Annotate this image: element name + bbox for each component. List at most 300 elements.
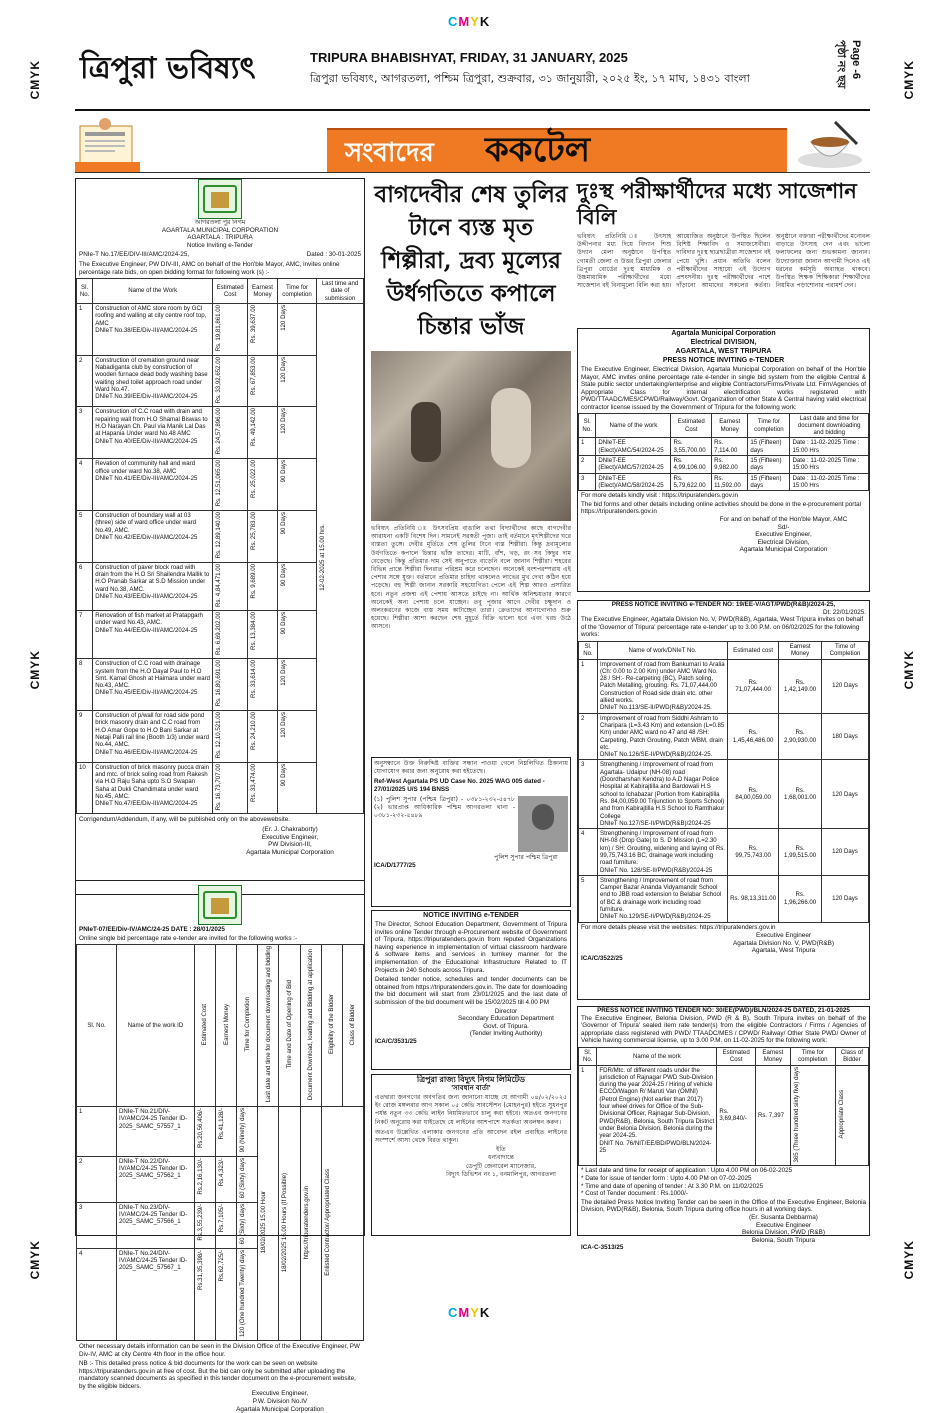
school-notice-body: The Director, School Education Department, Government of Tripura invites online Tender through e-Procurement website of Government of Tripura, https://tripuratenders.gov.in from reputed Organizations having experience in implementation of virtual classroom hardware & software items and services in turnkey manner for the implementation of the Educational Infrastructure Related to IT Projects in 240 Schools across Tripura.	[375, 921, 567, 974]
amc-div4-notice	[75, 880, 365, 1413]
work-name-cell	[93, 711, 213, 763]
pwdb-header-label: Estimated Cost	[722, 1048, 750, 1064]
school-ica: ICA/C/3531/25	[375, 1037, 417, 1045]
work-description: Construction of brick masonry pucca drain and mtc. of brick soling road from Rakesh via H.O Raju Saha upto S.O Swapan Saha at Dukli Chandimata under ward No.45, AMC.	[95, 763, 209, 800]
pwdb-header-label: Time for completion	[798, 1048, 828, 1064]
time-cell	[277, 659, 316, 711]
time-value: 365 (Three hundred sixty five) days	[792, 1066, 800, 1163]
completion-time: 120 Days	[279, 660, 287, 687]
common-lastdate-cell	[258, 1107, 279, 1341]
time-cell	[277, 459, 316, 511]
police-ica: ICA/D/1777/25	[374, 861, 416, 869]
power-warning-notice	[371, 1074, 571, 1236]
amc2-note-1: Other necessary details information can be seen in the Division Office of the Executive Engineer, PW Div-IV, AMC at city Centre 4th floor in the office hour.	[79, 1342, 360, 1358]
work-name-cell	[93, 659, 213, 711]
table-row	[77, 1107, 364, 1157]
work-description: Construction of cremation ground near Nabadiganta club by construction of wooden furnace dead body washing base waiting shed toilet approach road under Ward No.47.	[95, 356, 208, 393]
work-name-cell	[93, 459, 213, 511]
amc-tender-table	[76, 278, 364, 814]
amc-header-label: Time for completion	[282, 283, 312, 299]
elec-header-label: Last date and time for document downloading and bidding	[797, 414, 861, 437]
elec-header	[790, 413, 869, 438]
earnest-money-cell	[248, 459, 278, 511]
work-description: Construction of paver block road with drain from the H.O Sri Shailendra Mallik to H.O Pranab Sarkar at S.D Mission under ward No.38, AMC.	[95, 563, 210, 593]
earnest-money: Rs. 24,210.00	[250, 712, 258, 750]
earnest-money-cell	[248, 510, 278, 562]
dniet-ref: DNIeT No.38/EE/Div-III/AMC/2024-25	[95, 326, 198, 334]
amc2-header-label: Sl. No.	[87, 1021, 106, 1029]
sl-no-cell: 8	[77, 659, 93, 711]
pwdb-header-label: Name of the work	[632, 1052, 681, 1060]
amc-logo-2	[198, 885, 242, 925]
work-description: Construction of boundary wall at 03 (three) side of ward office under ward No.49, AMC.	[95, 511, 197, 534]
work-name-cell	[93, 762, 213, 814]
pwd-div5-notice	[577, 600, 870, 1000]
sl-no-cell: 5	[77, 510, 93, 562]
dniet-ref: DNIeT No.126/SE-II/PWD(R&B)/2024-25.	[600, 751, 713, 759]
common-site-cell	[300, 1107, 321, 1341]
dniet-ref: DNIeT No.41/EE/Div-III/AMC/2024-25	[95, 474, 198, 482]
amc2-header-label: Time for Completion	[243, 997, 251, 1052]
amc-notice-title: Notice Inviting e-Tender	[186, 241, 254, 249]
last-date: 12-02-2025 at 15.00 hrs.	[319, 524, 327, 591]
completion-time: 120 Days	[279, 408, 287, 435]
work-cell	[598, 760, 728, 829]
elec-header	[712, 413, 748, 438]
time-cell	[237, 1202, 258, 1248]
time-cell: 15 (Fifteen) days	[748, 438, 790, 456]
pwdb-ref: PRESS NOTICE INVITING TENDER NO: 30/EE(PWD)/BLN/2024-25 DATED, 21-01-2025	[597, 1007, 850, 1014]
earnest-money-cell	[248, 610, 278, 658]
amc2-header	[195, 945, 216, 1107]
amc-header	[317, 279, 364, 304]
cost-cell: Rs. 1,45,46,486.00	[728, 713, 779, 760]
amc2-header-label: Last date and time for document downloading and bidding	[264, 946, 272, 1103]
elec-header-label: Name of the work	[609, 421, 658, 429]
pwdb-header	[835, 1047, 868, 1065]
banner-word-2: ককটেল	[485, 130, 591, 170]
work-id-cell: DNIe-T No.21/DIV-IV/AMC/24-25 Tender ID-2025_SAMC_57557_1	[117, 1107, 195, 1157]
estimated-cost-cell	[213, 407, 248, 459]
pwdb-note: * Last date and time for receipt of application : Upto 4.00 PM on 06-02-2025	[581, 1167, 793, 1175]
table-row	[77, 304, 364, 356]
elec-signature: For and on behalf of the Hon'ble Mayor, AMC Sd/- Executive Engineer, Electrical Division, Agartala Municipal Corporation	[719, 516, 848, 554]
pwd5-date: Dt: 22/01/2025.	[822, 608, 866, 616]
dniet-ref: DNIeT No. 128/SE-II/PWD(R&B)/2024-25	[600, 866, 713, 874]
estimated-cost: Rs. 12,10,521.00	[215, 712, 223, 759]
completion-time: 90 Days	[279, 563, 287, 586]
school-notice-body-2: Detailed tender notice, schedules and tender documents can be obtained from https://tripuratenders.gov.in. The date for downloading the bid document will start from 23/01/2025 and the last date of submission of the bid document will be 15/02/2025 till 4.00 PM	[375, 976, 567, 1006]
masthead-rule	[75, 109, 870, 111]
em-value: Rs.4,323/-	[218, 1157, 226, 1186]
earnest-money-cell	[248, 407, 278, 459]
pwd5-header	[821, 641, 868, 659]
pwd5-header-label: Time of Completion	[829, 642, 861, 658]
work-name-cell	[93, 610, 213, 658]
completion-time: 90 Days	[279, 460, 287, 483]
school-notice-signature: Director Secondary Education Department Govt. of Tripura. (Tender Inviting Authority)	[458, 1007, 554, 1038]
amc2-header	[237, 945, 258, 1107]
em-cell: Rs. 7,397	[755, 1065, 790, 1166]
cost-value: Rs.3,55,239/-	[197, 1203, 205, 1241]
police-notice	[371, 757, 571, 907]
sl-no-cell: 6	[77, 562, 93, 610]
em-cell	[216, 1248, 237, 1340]
amc-tender-notice	[75, 178, 365, 895]
cost-value: Rs.20,56,406/-	[197, 1108, 205, 1148]
earnest-money: Rs. 49,142.00	[250, 408, 258, 447]
estimated-cost-cell	[213, 510, 248, 562]
class-cell	[835, 1065, 868, 1166]
sl-no-cell: 3	[77, 407, 93, 459]
dniet-ref: DNIeT No.42/EE/Div-III/AMC/2024-25	[95, 533, 198, 541]
estimated-cost: Rs. 6,69,202.00	[215, 611, 223, 655]
pwd5-header	[579, 641, 598, 659]
elec-header	[596, 413, 671, 438]
pwdb-intro: The Executive Engineer, Belonia Division, PWD (R & B), South Tripura invites on behalf of the 'Governor of Tripura' sealed item rate tender(s) from the eligible Contractors / Firms / Agencies of appropriate class registered with PWD/ TTAADC/MES / CPWD/ Railway/ Other State PWD/ Owner of Vehicle having commercial license, up to 3.00 P.M. on 11-02-2025 for the following work:	[581, 1014, 866, 1045]
work-description: Revation of community hall and ward office under ward No.38, AMC	[95, 460, 196, 475]
pwd5-header-label: Earnest Money	[789, 642, 811, 658]
earnest-money: Rs. 33,614.00	[250, 660, 258, 699]
dniet-ref: DNIeT No.45/EE/Div-III/AMC/2024-25	[95, 689, 198, 697]
last-date-cell	[317, 304, 364, 814]
section-banner	[75, 118, 870, 170]
pwd5-header-label: Sl. No.	[583, 642, 593, 658]
amc2-header-label: Eligibility of the Bidder	[328, 994, 336, 1055]
work-description: Strengthening / Improvement of road from Agartala- Udaipur (NH-08) road (Doordharshan Kendra) to A.D Nagar Police Hospital at Kabirajtilla and Bardowali H.S school to Ichabazar (Portion from Kabirajtilla Rs. 84,00,059.00 Trijunction to Sports School) and from Kabirajtilla H.S School to Ramthakur College	[600, 761, 725, 820]
amc-signature: (Er. J. Chakraborty) Executive Engineer, PW Division-III, Agartala Municipal Corporation	[246, 826, 334, 856]
class-value: Appropriate Class	[837, 1090, 845, 1139]
work-description: Strengthening / Improvement of road from NH-08 (Drop Gate) to S. D Mission (L=2.30 km) / SH: Grouting, widening and laying of Rs. 99,75,743.16 BC, drainage work including road furniture.	[600, 830, 725, 867]
em-cell	[216, 1107, 237, 1157]
work-name-cell	[93, 355, 213, 407]
cost-cell: Rs. 5,79,622.00	[671, 473, 712, 491]
work-cell	[597, 1065, 717, 1166]
amc-header-label: Sl. No.	[79, 283, 90, 299]
artist-story	[371, 178, 571, 748]
estimated-cost: Rs. 12,89,140.00	[215, 511, 223, 559]
cmyk-right-mark-top: CMYK	[902, 60, 916, 100]
amc-header	[77, 279, 93, 304]
cost-cell: Rs. 3,55,700.00	[671, 438, 712, 456]
suggestion-story-headline: দুঃস্থ পরীক্ষার্থীদের মধ্যে সাজেশান বিলি	[577, 178, 857, 229]
power-notice-subtitle: 'সাবধান বার্তা'	[451, 1085, 491, 1092]
estimated-cost: Rs. 33,92,652.00	[215, 356, 223, 404]
amc-header-label: Last time and date of submission	[321, 280, 359, 302]
cmyk-left-mark-top: CMYK	[28, 60, 42, 100]
time-cell	[277, 304, 316, 356]
cost-cell: Rs. 99,75,743.00	[728, 829, 779, 876]
table-row	[579, 473, 869, 491]
pwdb-header-label: Sl. No.	[582, 1048, 593, 1064]
suggestion-story-body: ভবিষ্যৎ প্রতিনিধি ঃ উৎসাহ উদ্দীপনার মধ্য দিয়ে বিদ্যান শিশু উদ্যান মেলা অনুষ্ঠানে উপস্থিত গোমতী জেলা ও উত্তর ত্রিপুরা জেলার ত্রিপুরা বোর্ডের দুঃস্থ মাধ্যমিক ও উচ্চমাধ্যমিক পরীক্ষার্থীদের মধ্যে সাজেশান বই বিনামূল্যে বিলি করা হয়। আয়োজিত অনুষ্ঠানে উপস্থিত ছিলেন বিশিষ্ট শিক্ষাবিদ ও সমাজসেবীরা। দাবিদার দুঃস্থ ছাত্রছাত্রীরা সাজেশান বই পেয়ে খুশি। প্রধান অতিথি বলেন পরীক্ষার্থীদের সাহায্যে এই উদ্যোগ প্রশংসনীয়। দুঃস্থ পরীক্ষার্থীদের পাশে দাঁড়ানো আমাদের সকলের কর্তব্য। অনুষ্ঠানে বক্তারা পরীক্ষার্থীদের মনোবল বাড়াতে উৎসাহ দেন এবং ভালো ফলাফলের জন্য শুভকামনা জানান। উদ্যোক্তারা জানান আগামী দিনেও এই ধরনের কর্মসূচি অব্যাহত থাকবে। উপস্থিত শিক্ষক শিক্ষিকারা শিক্ষার্থীদের নিয়মিত পড়াশোনার পরামর্শ দেন।	[577, 233, 870, 290]
dateline-bengali: ত্রিপুরা ভবিষ্যৎ, আগরতলা, পশ্চিম ত্রিপুরা, শুক্রবার, ৩১ জানুয়ারী, ২০২৫ ইং, ১৭ মাঘ, ১৪৩১ বাংলা	[310, 72, 750, 85]
work-name-cell	[93, 510, 213, 562]
pwdb-header	[579, 1047, 597, 1065]
em-cell	[216, 1202, 237, 1248]
time-cell: 15 (Fifteen) days	[748, 473, 790, 491]
amc2-tender-table	[76, 944, 364, 1341]
time-cell	[277, 711, 316, 763]
suggestion-story	[577, 178, 870, 328]
amc-logo-text: আগরতলা পুর নিগম	[194, 219, 246, 226]
cost-cell: Rs. 71,07,444.00	[728, 659, 779, 713]
dniet-ref: DNIeT No.127/SE-II/PWD(R&B)/2024-25	[600, 819, 711, 827]
power-notice-body-2: অতএব উল্লেখিত এলাকার জনগণের প্রতি আবেদন রইল প্রবাহিত লাইনের সংস্পর্শে আসা থেকে বিরত থাকুন।	[375, 1128, 567, 1145]
work-description: Improvement of road from Bankumari to Aralia (Ch: 0.00 to 2.00 Km) under AMC Ward No. 28 / SH:- Re-carpeting (BC), Patch soling, Patch Metalling, grouting. Rs. 71,07,444.00 Construction of Road side drain etc. other allied works.	[600, 660, 725, 705]
cmyk-left-mark-bottom: CMYK	[28, 1240, 42, 1280]
sl-no-cell: 2	[77, 355, 93, 407]
masthead	[60, 38, 830, 108]
earnest-money-cell	[248, 762, 278, 814]
work-name-cell	[93, 304, 213, 356]
idol-workshop-photo	[371, 351, 571, 521]
amc2-header-label: Time and Date of Opening of Bid	[285, 980, 293, 1069]
pwd5-header-label: Estimated cost	[733, 646, 774, 654]
last-cell: Date : 11-02-2025 Time : 15:00 Hrs	[790, 473, 869, 491]
earnest-money-cell	[248, 355, 278, 407]
police-notice-ref: Ref-West Agartala PS UD Case No. 2025 WAG 005 dated - 27/01/2025 U/S 194 BNSS	[374, 778, 545, 793]
table-row	[579, 829, 869, 876]
school-tender-notice	[371, 910, 571, 1070]
em-value: Rs.41,128/-	[218, 1108, 226, 1140]
time-cell	[277, 355, 316, 407]
estimated-cost-cell	[213, 711, 248, 763]
power-notice-signature: ইতি ধন্যবাদান্তে ডেপুটি জেনারেল ম্যানেজার, বিদ্যুৎ ডিভিশন নং ১, বনমালিপুর, আগরতলা	[446, 1146, 556, 1178]
earnest-money: Rs. 33,474.00	[250, 763, 258, 802]
table-row	[579, 760, 869, 829]
estimated-cost: Rs. 16,80,691.00	[215, 660, 223, 707]
pwdb-ica: ICA-C-3513/25	[581, 1244, 624, 1252]
sl-cell: 3	[579, 473, 596, 491]
estimated-cost: Rs. 12,51,065.00	[215, 460, 223, 507]
dnit-ref: DNIT No. 76/NIT/EE/BD/PWD/BLN/2024-25	[599, 1139, 712, 1154]
em-value: Rs.7,105/-	[218, 1203, 226, 1232]
sl-cell: 3	[579, 760, 598, 829]
pwdb-signature: (Er. Susanta Debbarma) Executive Engineer Belonia Division, PWD (R&B) Belonia, South Tripura	[741, 1213, 826, 1244]
work-cell: DNIeT-EE (Elect)/AMC/54/2024-25	[596, 438, 671, 456]
time-cell	[277, 510, 316, 562]
pwd5-ica: ICA/C/3522/25	[581, 955, 623, 963]
amc2-header-label: Document Download, loading and Bidding at application	[306, 948, 314, 1100]
em-cell: Rs. 11,592.00	[712, 473, 748, 491]
sl-no-cell: 1	[77, 304, 93, 356]
amc2-header-label: Name of the work ID	[127, 1021, 184, 1029]
amc2-header	[279, 945, 300, 1107]
time-cell: 120 Days	[821, 875, 868, 922]
em-cell: Rs. 9,982.00	[712, 456, 748, 474]
elec-header	[671, 413, 712, 438]
pwdb-footer: The detailed Press Notice Inviting Tender can be seen in the Office of the Executive Engineer, Belonia Division, PWD(R&B), Belonia, South Tripura during office hours in all working days.	[581, 1198, 866, 1214]
pwd5-footer: For more details please visit the websites: https://tripuratenders.gov.in	[581, 923, 776, 931]
work-cell	[598, 829, 728, 876]
newspaper-title: ত্রিপুরা ভবিষ্যৎ	[80, 51, 256, 86]
estimated-cost: Rs. 24,57,896.00	[215, 408, 223, 455]
pwdb-note: * Time and date of opening of tender : At 3.30 P.M. on 11/02/2025	[581, 1182, 764, 1190]
work-description: FDR/Mtc. of different roads under the jurisdiction of Rajnagar PWD Sub-Division during the year 2024-25 / Hiring of vehicle ECCO/Wagon R/ Maruti Van (OMNI) (Petrol Engine) (Not earlier than 2017) four wheel drives for Office of the Sub-Divisional Officer, Rajnagar Sub-Division, PWD(R&B), Belonia, South Tripura District under Belonia Division, Belonia during the year 2024-25.	[599, 1066, 715, 1140]
time-value: 120 (One hundred Twenty) days	[239, 1249, 247, 1337]
work-description: Improvement of road from Siddhi Ashram to Charipara (L=3.43 Km) and extension (L=0.85 Km) under AMC ward no 47 and 48 /SH: Carpeting, Patch Grouting, Patch WBM, drain etc.	[600, 714, 725, 751]
cost-value: Rs.31,35,398/-	[197, 1249, 205, 1290]
amc2-intro: Online single bid percentage rate e-tender are invited for the following works :-	[79, 934, 298, 942]
pwd5-header	[598, 641, 728, 659]
earnest-money: Rs. 9,689.00	[250, 563, 258, 599]
dniet-ref: DNIeT No.43/EE/Div-III/AMC/2024-25	[95, 592, 198, 600]
work-description: Construction of C.C road with drainage system from the H.O Dayal Paul to H.O Smt. Kamal Ghosh at Haimara under ward No.43, AMC.	[95, 660, 211, 690]
pwdb-note: * Date for issue of tender form : Upto 4.00 PM on 07-02-2025	[581, 1174, 752, 1182]
cost-cell	[195, 1156, 216, 1202]
cmyk-left-mark-mid: CMYK	[28, 650, 42, 690]
dniet-ref: DNIeT No.129/SE-II/PWD(R&B)/2024-25	[600, 913, 711, 921]
time-cell: 120 Days	[821, 760, 868, 829]
em-cell: Rs. 2,90,930.00	[779, 713, 822, 760]
pwd5-header	[779, 641, 822, 659]
earnest-money: Rs. 13,384.00	[250, 611, 258, 650]
estimated-cost-cell	[213, 762, 248, 814]
estimated-cost: Rs. 16,73,707.00	[215, 763, 223, 811]
table-row	[579, 1065, 869, 1166]
work-id-cell: DNIe-T No.22/DIV-IV/AMC/24-25 Tender ID-2025_SAMC_57562_1	[117, 1156, 195, 1202]
earnest-money: Rs. 25,783.00	[250, 511, 258, 550]
em-cell: Rs. 7,114.00	[712, 438, 748, 456]
amc-intro: The Executive Engineer, PW DIV-III, AMC on behalf of the Hon'ble Mayor, AMC, invites online percentage rate bids, on open bidding format for following work (s) :-	[79, 260, 340, 276]
work-cell: DNIeT-EE (Elect)/AMC/58/2024-25	[596, 473, 671, 491]
elec-div: Electrical DIVISION,	[690, 339, 757, 346]
cost-cell	[195, 1202, 216, 1248]
police-notice-title: অনুসন্ধানে উক্ত নিরুদ্দিষ্ট ব্যক্তির সন্ধান পাওয়া গেলে নিম্নলিখিত ঠিকানায় যোগাযোগ করার জন্য অনুরোধ করা হইতেছে।	[374, 760, 568, 776]
pwd5-signature: Executive Engineer Agartala Division No. V, PWD(R&B) Agartala, West Tripura	[733, 932, 834, 955]
estimated-cost: Rs. 19,81,861.00	[215, 305, 223, 352]
time-cell	[237, 1248, 258, 1340]
sl-no-cell: 4	[77, 1248, 117, 1340]
dniet-ref: DNIeT No.39/EE/Div-III/AMC/2024-25	[95, 393, 198, 401]
time-cell: 120 Days	[821, 829, 868, 876]
common-class-cell	[321, 1107, 363, 1341]
table-row	[579, 875, 869, 922]
last-cell: Date : 11-02-2025 Time : 15:00 Hrs	[790, 456, 869, 474]
pwdb-header-label: Class of Bidder	[840, 1048, 863, 1064]
page-number: Page -6 পৃষ্ঠা নং ছয়	[835, 40, 862, 89]
amc-header-label: Earnest Money	[252, 283, 274, 299]
em-value: Rs.62,725/-	[218, 1249, 226, 1282]
cmyk-right-mark-bottom: CMYK	[902, 1240, 916, 1280]
amc2-header-label: Class of Bidder	[349, 1003, 357, 1046]
table-row	[579, 438, 869, 456]
amc2-header	[258, 945, 279, 1107]
earnest-money-cell	[248, 304, 278, 356]
cost-cell	[195, 1107, 216, 1157]
time-value: 60 (Sixty) days	[239, 1203, 247, 1244]
sl-cell: 2	[579, 456, 596, 474]
banner-word-1: সংবাদের	[345, 138, 434, 168]
pwd5-header-label: Name of work/DNIeT No.	[628, 646, 697, 654]
estimated-cost-cell	[213, 659, 248, 711]
work-id-cell: DNIe-T No.23/DIV-IV/AMC/24-25 Tender ID-2025_SAMC_57566_1	[117, 1202, 195, 1248]
amc-org: AGARTALA MUNICIPAL CORPORATION	[161, 226, 279, 234]
pwdb-header	[717, 1047, 756, 1065]
amc2-ref: PNIeT-07/EE/Div-IV/AMC/24-25 DATE : 28/01/2025	[79, 926, 225, 933]
amc2-header	[300, 945, 321, 1107]
elec-notice: PRESS NOTICE INVITING e-TENDER	[662, 357, 785, 364]
amc2-header	[216, 945, 237, 1107]
work-name-cell	[93, 562, 213, 610]
cost-cell: Rs. 4,99,106.00	[671, 456, 712, 474]
sl-no-cell: 7	[77, 610, 93, 658]
sl-cell: 4	[579, 829, 598, 876]
time-cell: 180 Days	[821, 713, 868, 760]
earnest-money-cell	[248, 562, 278, 610]
time-cell: 15 (Fifteen) days	[748, 456, 790, 474]
em-cell	[216, 1156, 237, 1202]
amc2-header	[117, 945, 195, 1107]
dateline: TRIPURA BHABISHYAT, FRIDAY, 31 JANUARY, 2025	[310, 50, 628, 65]
sl-cell: 1	[579, 1065, 597, 1166]
dniet-ref: DNIeT No.46/EE/Div-III/AMC/2024-25	[95, 748, 198, 756]
amc-logo	[198, 179, 242, 219]
amc-header-label: Name of the Work	[128, 287, 178, 295]
sl-cell: 5	[579, 875, 598, 922]
dniet-ref: DNIeT No.113/SE-II/PWD(R&B)/2024-25.	[600, 704, 712, 712]
newspaper-reader-illustration	[75, 118, 145, 173]
earnest-money-cell	[248, 659, 278, 711]
pwd-belonia-notice	[577, 1006, 870, 1252]
common-class: Enlisted Contractor/ Appropriated Class	[323, 1168, 331, 1276]
estimated-cost-cell	[213, 610, 248, 658]
table-row	[579, 456, 869, 474]
cmyk-top-mark: CMYK	[448, 14, 491, 29]
sl-no-cell: 4	[77, 459, 93, 511]
earnest-money: Rs. 25,022.00	[250, 460, 258, 499]
estimated-cost-cell	[213, 304, 248, 356]
sl-no-cell: 3	[77, 1202, 117, 1248]
work-name-cell	[93, 407, 213, 459]
amc-header	[93, 279, 213, 304]
dniet-ref: DNIeT No.47/EE/Div-III/AMC/2024-25	[95, 800, 198, 808]
sl-no-cell: 9	[77, 711, 93, 763]
school-notice-title: NOTICE INVITING e-TENDER	[423, 912, 519, 919]
amc2-signature: Executive Engineer, P.W. Division No.IV Agartala Municipal Corporation	[236, 1390, 324, 1413]
elec-header-label: Sl. No.	[582, 418, 592, 433]
earnest-money: Rs. 67,853.00	[250, 356, 258, 395]
elec-tender-table	[578, 413, 869, 492]
em-cell: Rs. 1,96,266.00	[779, 875, 822, 922]
missing-person-photo	[518, 796, 568, 852]
work-description: Construction of AMC store room by GCI roofing and walling at city centre roof top, AMC	[95, 305, 207, 327]
common-lastdate: 18/02/2025 15.00 Hour	[260, 1191, 268, 1254]
elec-body: The Executive Engineer, Electrical Division, Agartala Municipal Corporation on behalf of the Hon'ble Mayor, AMC invites online percentage rate e-tender in single bid system from the eligible Central & State public sector undertaking/enterprise and eligible Contractors/Firms/Private Ltd. Firm/Agencies of Appropriate Class for internal electrification works registered with PWD/TTAADC/MES/CPWD/Railway/Govt. Organization of other State & Central having valid electrical contractor license issued by the Government of Tripura for the following work:	[581, 366, 866, 411]
power-notice-title: ত্রিপুরা রাজ্য বিদ্যুৎ নিগম লিমিটেড	[416, 1075, 526, 1084]
time-cell	[277, 407, 316, 459]
pwdb-header	[790, 1047, 835, 1065]
cost-value: Rs.2,16,130/-	[197, 1157, 205, 1195]
work-id-cell: DNIe-T No.24/DIV-IV/AMC/24-25 Tender ID-2025_SAMC_57567_1	[117, 1248, 195, 1340]
work-description: Construction of p/wall for road side pond brick masonry drain and C.C road from H.O Amar Gope to H.O Bani Sarkar at Netaji Palli rail line (Booth 1/3) under ward No.44, AMC.	[95, 712, 209, 749]
amc2-header	[342, 945, 363, 1107]
dniet-ref: DNIeT No.40/EE/Div-III/AMC/2024-25	[95, 437, 198, 445]
time-cell	[277, 562, 316, 610]
amc2-header	[321, 945, 342, 1107]
estimated-cost-cell	[213, 355, 248, 407]
pwd5-header	[728, 641, 779, 659]
work-description: Construction of C.C road with drain and repairing wall from H.O Shamal Biswas to H.O Narayan Ch. Paul via Manik Lal Das at Hapania Under ward No.48 AMC	[95, 408, 208, 438]
time-value: 90 (Ninety) days	[239, 1108, 247, 1153]
time-cell	[277, 610, 316, 658]
elec-footer-2: The bid forms and other details including online activities should be done in the e-procurement portal https://tripuratenders.gov.in	[581, 500, 862, 516]
completion-time: 120 Days	[279, 356, 287, 383]
pwdb-note: * Cost of Tender document : Rs.1000/-	[581, 1190, 688, 1198]
em-cell: Rs. 1,68,001.00	[779, 760, 822, 829]
cost-cell: Rs. 84,00,059.00	[728, 760, 779, 829]
